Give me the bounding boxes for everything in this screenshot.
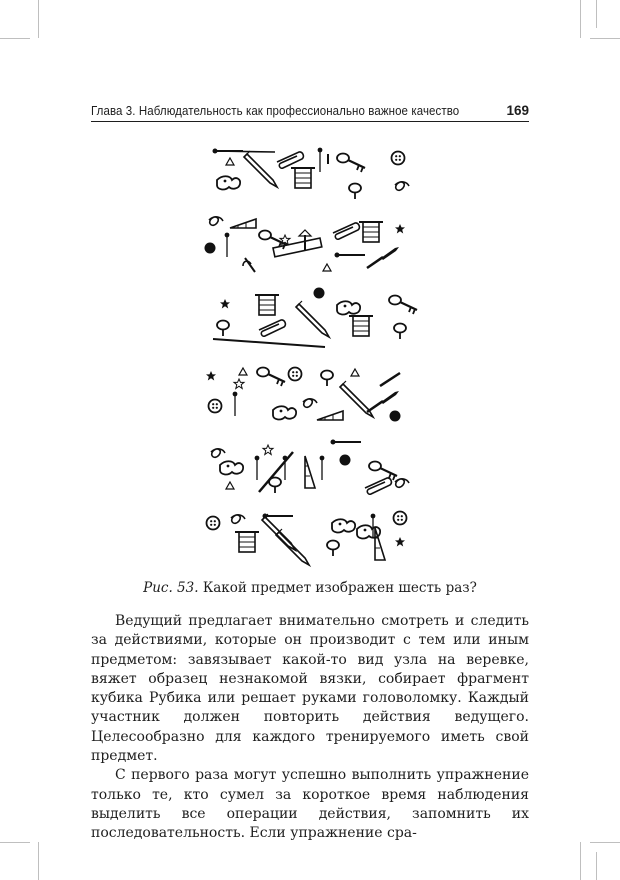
body-text — [91, 612, 529, 844]
caption-text: Какой предмет изображен шесть раз? — [202, 580, 477, 596]
figure-row — [206, 368, 401, 422]
crop-mark — [596, 852, 597, 880]
objects-illustration — [195, 140, 425, 572]
paragraph: Ведущий предлагает внимательно смотреть и следить за действиями, которые он производит с тем или иным предметом: завязывает какой-то вид узла на веревке, вяжет образец незнакомой вязки, собирает фрагмент кубика Рубика или решает руками головоломку. Каждый участник должен повторить действия ведущего. Целесообразно для каждого тренируемого иметь свой предмет. — [91, 613, 529, 765]
figure-row — [213, 288, 417, 348]
figure-row — [211, 440, 409, 495]
running-header — [91, 102, 529, 122]
crop-mark — [0, 38, 30, 39]
paragraph: С первого раза могут успешно выполнить упражнение только те, кто сумел за короткое время наблюдения выделить все операции действия, запомнить их последовательность. Если упражнение сра- — [91, 767, 529, 842]
figure-row — [213, 148, 410, 199]
figure-row — [205, 217, 406, 272]
figure-row — [207, 512, 407, 566]
crop-mark — [580, 0, 581, 38]
crop-mark — [38, 0, 39, 38]
figure-caption — [0, 580, 620, 596]
caption-label: Рис. 53. — [143, 580, 199, 596]
crop-mark — [0, 842, 30, 843]
crop-mark — [590, 38, 620, 39]
crop-mark — [38, 842, 39, 880]
running-title: Глава 3. Наблюдательность как профессионально важное качество — [91, 104, 460, 118]
crop-mark — [590, 842, 620, 843]
crop-mark — [580, 842, 581, 880]
page-number: 169 — [506, 103, 529, 118]
header-rule — [91, 121, 529, 122]
crop-mark — [596, 0, 597, 28]
